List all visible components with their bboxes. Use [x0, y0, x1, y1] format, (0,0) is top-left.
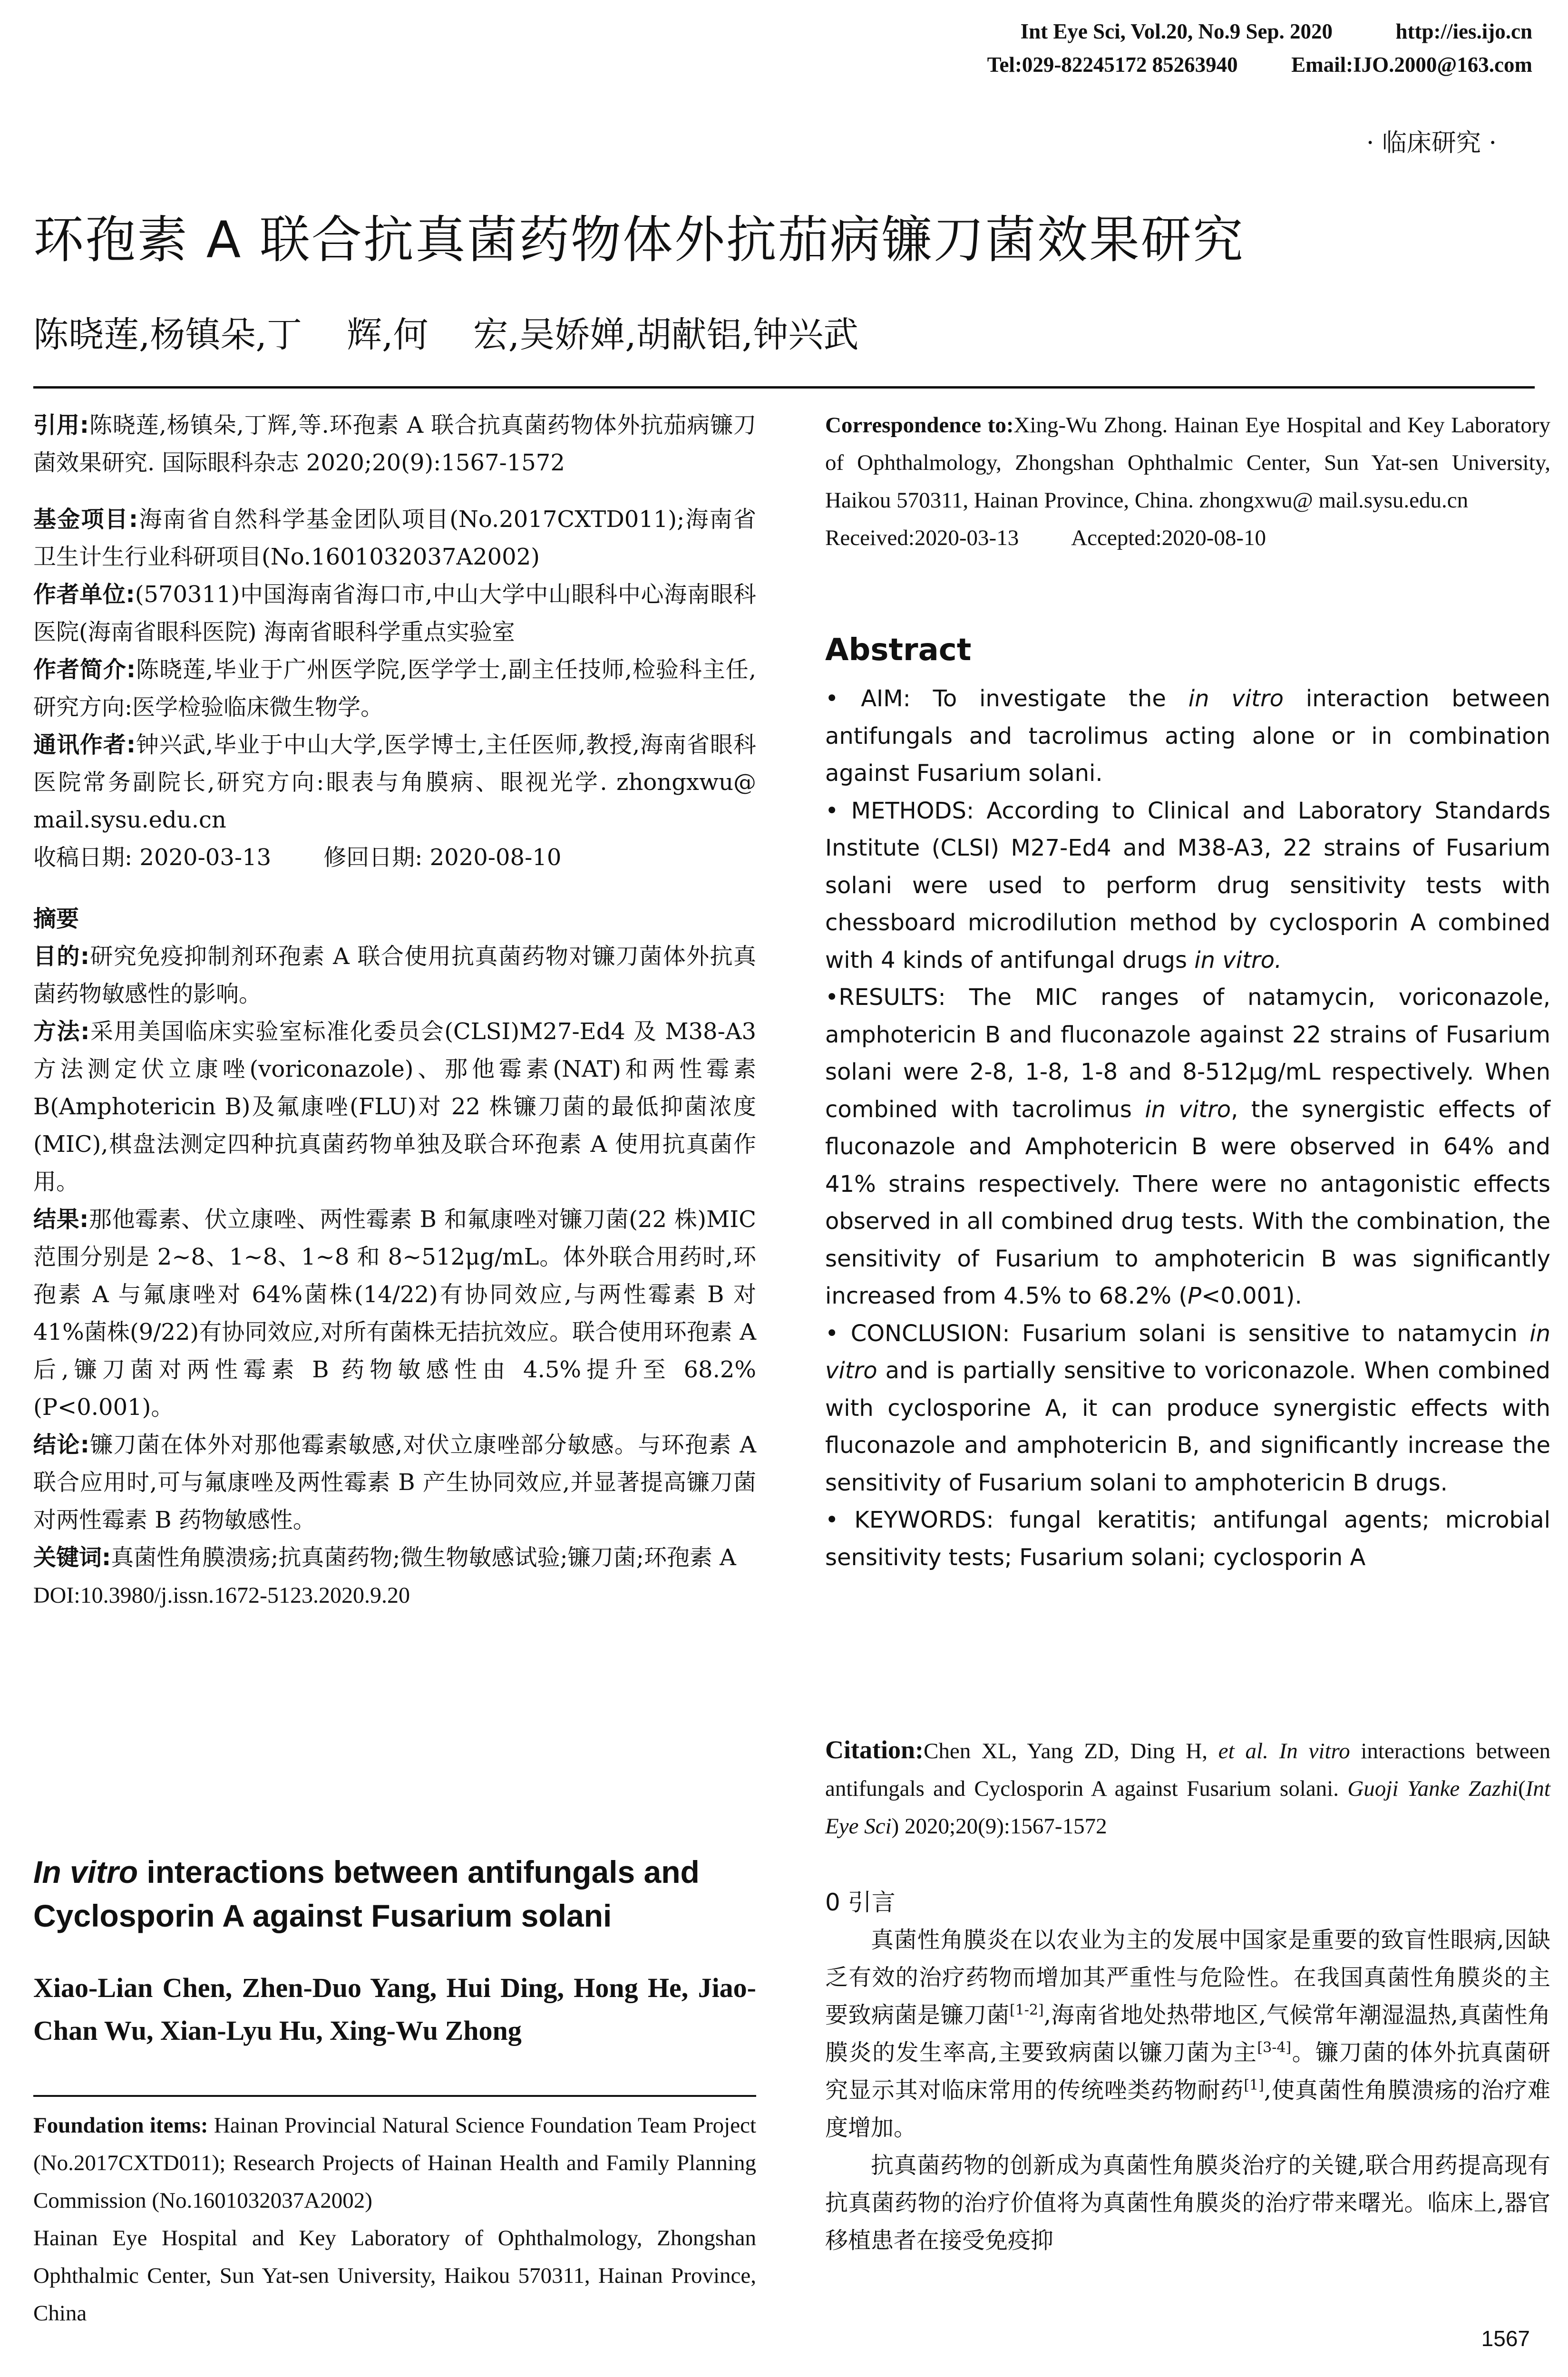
conclusion-en: • CONCLUSION: Fusarium solani is sensitive to natamycin in vitro and is partially sensitive to voriconazole. When combined with cyclosporine A, it can produce synergistic effects with fluconazole and amphotericin B, and significantly increase the sensitivity of Fusarium solani to amphotericin B drugs.: [825, 1320, 1550, 1496]
author-bio: 作者简介:陈晓莲,毕业于广州医学院,医学学士,副主任技师,检验科主任,研究方向:医学检验临床微生物学。: [33, 656, 756, 721]
correspondence-en: Correspondence to:Xing-Wu Zhong. Hainan Eye Hospital and Key Laboratory of Ophthalmology, Zhongshan Ophthalmic Center, Sun Yat-sen University, Haikou 570311, Hainan Province, China. zhongxwu@ mail.sysu.edu.cn Received:2020-03-13 Accepted:2020-08-10: [825, 407, 1550, 557]
methods-en: • METHODS: According to Clinical and Laboratory Standards Institute (CLSI) M27-Ed4 and M38-A3, 22 strains of Fusarium solani were used to perform drug sensitivity tests with chessboard microdilution method by cyclosporin A combined with 4 kinds of antifungal drugs in vitro.: [825, 797, 1550, 974]
citation-zh: 引用:陈晓莲,杨镇朵,丁辉,等.环孢素 A 联合抗真菌药物体外抗茄病镰刀菌效果研究. 国际眼科杂志 2020;20(9):1567-1572: [33, 412, 756, 476]
affiliation-en: Hainan Eye Hospital and Key Laboratory of Ophthalmology, Zhongshan Ophthalmic Center, Sun Yat-sen University, Haikou 570311, Hainan Province, China: [33, 2226, 756, 2326]
intro-paragraph-2: 抗真菌药物的创新成为真菌性角膜炎治疗的关键,联合用药提高现有抗真菌药物的治疗价值将为真菌性角膜炎的治疗带来曙光。临床上,器官移植患者在接受免疫抑: [825, 2152, 1550, 2254]
title-divider: [33, 386, 1535, 389]
intro-paragraph-1: 真菌性角膜炎在以农业为主的发展中国家是重要的致盲性眼病,因缺乏有效的治疗药物而增加其严重性与危险性。在我国真菌性角膜炎的主要致病菌是镰刀菌[1-2],海南省地处热带地区,气候常年潮湿温热,真菌性角膜炎的发生率高,主要致病菌以镰刀菌为主[3-4]。镰刀菌的体外抗真菌研究显示其对临床常用的传统唑类药物耐药[1],使真菌性角膜溃疡的治疗难度增加。: [825, 1927, 1550, 2141]
intro-heading: 0 引言: [825, 1889, 896, 1916]
keywords-zh: 关键词:真菌性角膜溃疡;抗真菌药物;微生物敏感试验;镰刀菌;环孢素 A: [33, 1544, 736, 1571]
journal-issue: Int Eye Sci, Vol.20, No.9 Sep. 2020: [1020, 19, 1333, 43]
dates-en: Received:2020-03-13 Accepted:2020-08-10: [825, 526, 1266, 550]
intro-body: [825, 1921, 1550, 2260]
section-tag: · 临床研究 ·: [1366, 129, 1497, 157]
abstract-en: [825, 680, 1550, 1576]
english-authors: Xiao-Lian Chen, Zhen-Duo Yang, Hui Ding, Hong He, Jiao-Chan Wu, Xian-Lyu Hu, Xing-Wu Zhong: [33, 1972, 756, 2046]
english-title: In vitro interactions between antifungals and Cyclosporin A against Fusarium solani: [33, 1854, 700, 1933]
page-number: 1567: [1481, 2326, 1530, 2351]
journal-tel: Tel:029-82245172 85263940: [987, 53, 1238, 77]
doi[interactable]: DOI:10.3980/j.issn.1672-5123.2020.9.20: [33, 1583, 410, 1608]
citation-en: Citation:Chen XL, Yang ZD, Ding H, et al. In vitro interactions between antifungals and Cyclosporin A against Fusarium solani. Guoji Yanke Zazhi(Int Eye Sci) 2020;20(9):1567-1572: [825, 1735, 1550, 1839]
left-column-upper: [33, 407, 756, 1614]
author-list-zh: 陈晓莲,杨镇朵,丁 辉,何 宏,吴娇婵,胡献铝,钟兴武: [33, 314, 859, 355]
journal-url[interactable]: http://ies.ijo.cn: [1395, 19, 1532, 43]
journal-email[interactable]: Email:IJO.2000@163.com: [1291, 53, 1532, 77]
foundation-en: Foundation items: Hainan Provincial Natural Science Foundation Team Project (No.2017CXTD011); Research Projects of Hainan Health and Family Planning Commission (No.1601032037A2002) Hainan Eye Hospital and Key Laboratory of Ophthalmology, Zhongshan Ophthalmic Center, Sun Yat-sen University, Haikou 570311, Hainan Province, China: [33, 2107, 756, 2332]
paper-title: 环孢素 A 联合抗真菌药物体外抗茄病镰刀菌效果研究: [33, 211, 1245, 269]
abstract-heading: Abstract: [825, 633, 972, 668]
corresponding-author-zh: 通讯作者:钟兴武,毕业于中山大学,医学博士,主任医师,教授,海南省眼科医院常务副院长,研究方向:眼表与角膜病、眼视光学. zhongxwu@ mail.sysu.edu.cn: [33, 731, 756, 833]
results-en: •RESULTS: The MIC ranges of natamycin, voriconazole, amphotericin B and fluconazole against 22 strains of Fusarium solani were 2-8, 1-8, 1-8 and 8-512μg/mL respectively. When combined with tacrolimus in vitro, the synergistic effects of fluconazole and Amphotericin B were observed in 64% and 41% strains respectively. There were no antagonistic effects observed in all combined drug tests. With the combination, the sensitivity of Fusarium to amphotericin B was significantly increased from 4.5% to 68.2% (P<0.001).: [825, 984, 1550, 1309]
abstract-zh-heading: 摘要: [33, 906, 79, 932]
dates-zh: 收稿日期: 2020-03-13 修回日期: 2020-08-10: [33, 844, 562, 871]
methods-zh: 方法:采用美国临床实验室标准化委员会(CLSI)M27-Ed4 及 M38-A3 方法测定伏立康唑(voriconazole)、那他霉素(NAT)和两性霉素 B(Amphotericin B)及氟康唑(FLU)对 22 株镰刀菌的最低抑菌浓度(MIC),棋盘法测定四种抗真菌药物单独及联合环孢素 A 使用抗真菌作用。: [33, 1018, 756, 1195]
fund-info: 基金项目:海南省自然科学基金团队项目(No.2017CXTD011);海南省卫生计生行业科研项目(No.1601032037A2002): [33, 506, 756, 570]
journal-header-line1: [1021, 19, 1532, 44]
journal-header-line2: [987, 52, 1532, 77]
keywords-en: • KEYWORDS: fungal keratitis; antifungal agents; microbial sensitivity tests; Fusarium solani; cyclosporin A: [825, 1507, 1551, 1571]
aim-zh: 目的:研究免疫抑制剂环孢素 A 联合使用抗真菌药物对镰刀菌体外抗真菌药物敏感性的影响。: [33, 943, 756, 1007]
author-unit: 作者单位:(570311)中国海南省海口市,中山大学中山眼科中心海南眼科医院(海南省眼科医院) 海南省眼科学重点实验室: [33, 581, 756, 645]
aim-en: • AIM: To investigate the in vitro interaction between antifungals and tacrolimus acting alone or in combination against Fusarium solani.: [825, 685, 1550, 787]
results-zh: 结果:那他霉素、伏立康唑、两性霉素 B 和氟康唑对镰刀菌(22 株)MIC 范围分别是 2~8、1~8、1~8 和 8~512μg/mL。体外联合用药时,环孢素 A 与氟康唑对 64%菌株(14/22)有协同效应,与两性霉素 B 对 41%菌株(9/22)有协同效应,对所有菌株无拮抗效应。联合使用环孢素 A 后,镰刀菌对两性霉素 B 药物敏感性由 4.5%提升至 68.2%(P<0.001)。: [33, 1206, 756, 1421]
citation-zh-label: 引用:: [33, 412, 89, 438]
conclusion-zh: 结论:镰刀菌在体外对那他霉素敏感,对伏立康唑部分敏感。与环孢素 A 联合应用时,可与氟康唑及两性霉素 B 产生协同效应,并显著提高镰刀菌对两性霉素 B 药物敏感性。: [33, 1432, 756, 1533]
authors-divider: [33, 2095, 756, 2097]
